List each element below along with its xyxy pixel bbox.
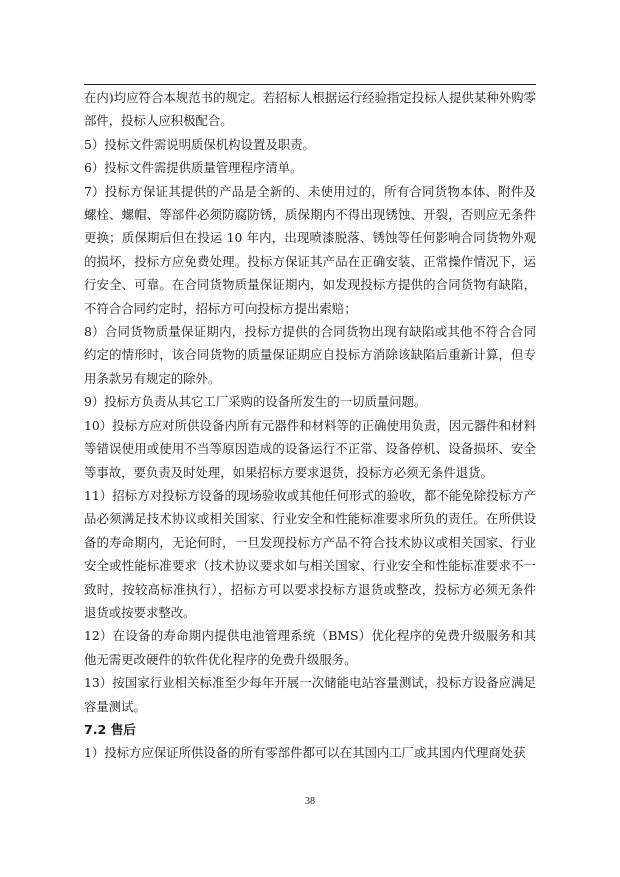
paragraph-item-13: 13）按国家行业相关标准至少每年开展一次储能电站容量测试，投标方设备应满足容量测试。 (84, 675, 536, 714)
paragraph-continuation: 在内)均应符合本规范书的规定。若招标人根据运行经验指定投标人提供某种外购零部件，投标人应积极配合。 (84, 90, 536, 129)
paragraph-item-10: 10）投标方应对所供设备内所有元器件和材料等的正确使用负责，因元器件和材料等错误使用或使用不当等原因造成的设备运行不正常、设备停机、设备损坏、安全等事故，要负责及时处理，如果招标方要求退货，投标方必须无条件退货。 (84, 417, 536, 480)
section-heading: 7.2 售后 (84, 721, 136, 737)
body-text (84, 86, 536, 765)
header-rule (84, 84, 536, 85)
paragraph-item-7: 7）投标方保证其提供的产品是全新的、未使用过的，所有合同货物本体、附件及螺栓、螺帽、等部件必须防腐防锈，质保期内不得出现锈蚀、开裂，否则应无条件更换；质保期后但在投运 10 年内，出现喷漆脱落、锈蚀等任何影响合同货物外观的损坏，投标方应免费处理。投标方保证其产品在正确安装、正常操作情况下，运行安全、可靠。在合同货物质量保证期内，如发现投标方提供的合同货物有缺陷，不符合合同约定时，招标方可向投标方提出索赔； (84, 183, 536, 316)
paragraph-item-11: 11）招标方对投标方设备的现场验收或其他任何形式的验收，都不能免除投标方产品必须满足技术协议或相关国家、行业安全和性能标准要求所负的责任。在所供设备的寿命期内，无论何时，一旦发现投标方产品不符合技术协议或相关国家、行业安全或性能标准要求（技术协议要求如与相关国家、行业安全和性能标准要求不一致时，按较高标准执行），招标方可以要求投标方退货或整改，投标方必须无条件退货或按要求整改。 (84, 487, 536, 620)
paragraph-item-5: 5）投标文件需说明质保机构设置及职责。 (84, 136, 315, 152)
paragraph-item-6: 6）投标文件需提供质量管理程序清单。 (84, 160, 303, 176)
paragraph-after-heading-1: 1）投标方应保证所供设备的所有零部件都可以在其国内工厂或其国内代理商处获 (84, 745, 526, 761)
paragraph-item-9: 9）投标方负责从其它工厂采购的设备所发生的一切质量问题。 (84, 394, 427, 410)
paragraph-item-12: 12）在设备的寿命期内提供电池管理系统（BMS）优化程序的免费升级服务和其他无需更改硬件的软件优化程序的免费升级服务。 (84, 628, 536, 667)
page-number: 38 (305, 796, 315, 807)
paragraph-item-8: 8）合同货物质量保证期内，投标方提供的合同货物出现有缺陷或其他不符合合同约定的情形时，该合同货物的质量保证期应自投标方消除该缺陷后重新计算，但专用条款另有规定的除外。 (84, 324, 536, 386)
